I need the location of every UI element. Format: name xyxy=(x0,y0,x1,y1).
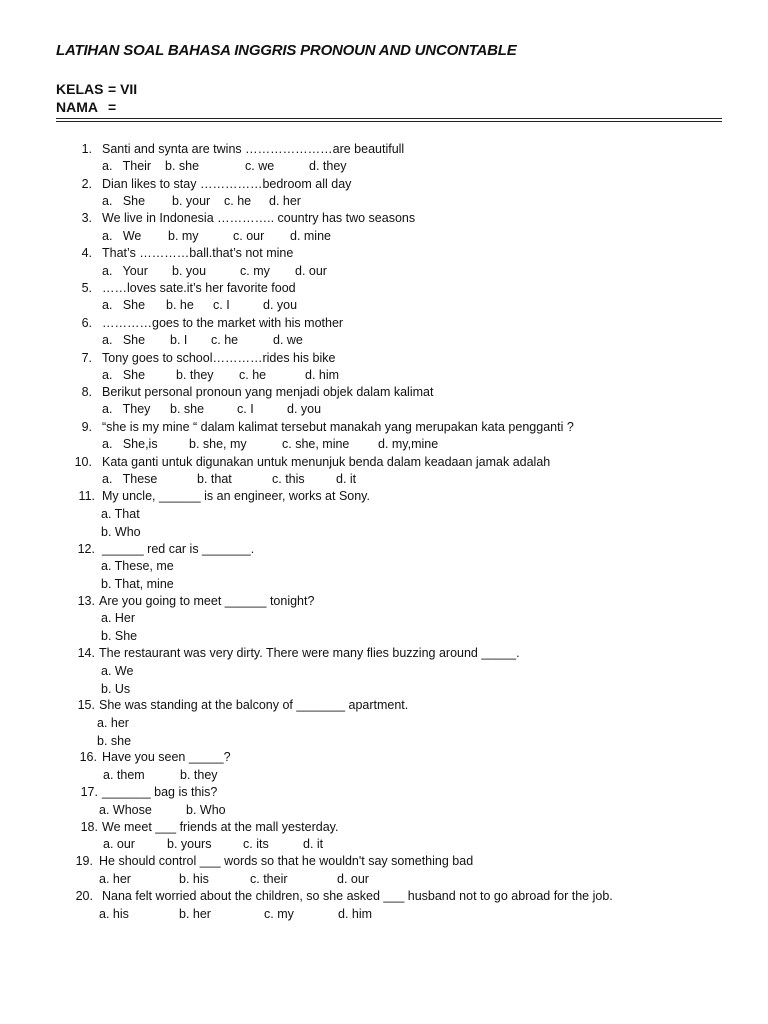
nama-row xyxy=(56,99,116,115)
answer-option: c. he xyxy=(239,368,267,382)
question-number: 6. xyxy=(81,316,92,330)
answer-option: a. We xyxy=(101,664,134,678)
answer-option: d. you xyxy=(263,298,298,312)
answer-option: b. I xyxy=(170,333,188,347)
answer-option: a. She xyxy=(102,333,146,347)
answer-option: c. he xyxy=(211,333,239,347)
answer-option: d. our xyxy=(337,872,369,886)
answer-option: b. she xyxy=(97,734,132,748)
answer-option: b. yours xyxy=(167,837,212,851)
answer-option: a. our xyxy=(103,837,135,851)
kelas-row xyxy=(56,81,137,97)
page-title: LATIHAN SOAL BAHASA INGGRIS PRONOUN AND UNCONTABLE xyxy=(56,42,517,59)
answer-option: a. These xyxy=(102,472,158,486)
question-number: 17. xyxy=(80,785,98,799)
question-number: 8. xyxy=(81,385,92,399)
answer-option: b. Who xyxy=(101,525,141,539)
answer-option: a. Whose xyxy=(99,803,152,817)
question-text: Berikut personal pronoun yang menjadi objek dalam kalimat xyxy=(102,385,434,399)
question-number: 1. xyxy=(81,142,92,156)
answer-option: c. its xyxy=(243,837,269,851)
question-text: Kata ganti untuk digunakan untuk menunjuk benda dalam keadaan jamak adalah xyxy=(102,455,551,469)
answer-option: b. they xyxy=(176,368,214,382)
answer-option: b. That, mine xyxy=(101,577,174,591)
answer-option: b. she xyxy=(165,159,200,173)
answer-option: b. she xyxy=(170,402,205,416)
answer-option: d. him xyxy=(338,907,373,921)
answer-option: a. Her xyxy=(101,611,136,625)
answer-option: c. I xyxy=(213,298,230,312)
question-text: “she is my mine “ dalam kalimat tersebut manakah yang merupakan kata pengganti ? xyxy=(102,420,574,434)
answer-option: b. her xyxy=(179,907,211,921)
answer-option: b. you xyxy=(172,264,207,278)
answer-option: a. She xyxy=(102,298,146,312)
answer-option: c. I xyxy=(237,402,254,416)
question-number: 16. xyxy=(79,750,97,764)
answer-option: d. they xyxy=(309,159,347,173)
answer-option: a. her xyxy=(97,716,129,730)
answer-option: a. She xyxy=(102,194,146,208)
answer-option: b. Us xyxy=(101,682,131,696)
question-text: We meet ___ friends at the mall yesterday. xyxy=(102,820,339,834)
question-number: 14. xyxy=(77,646,95,660)
question-text: We live in Indonesia ………….. country has two seasons xyxy=(102,211,416,225)
answer-option: b. he xyxy=(166,298,194,312)
question-text: …………goes to the market with his mother xyxy=(102,316,344,330)
answer-option: b. she, my xyxy=(189,437,247,451)
question-text: The restaurant was very dirty. There were many flies buzzing around _____. xyxy=(99,646,520,660)
answer-option: a. These, me xyxy=(101,559,174,573)
answer-option: c. she, mine xyxy=(282,437,350,451)
answer-option: a. Your xyxy=(102,264,148,278)
question-number: 2. xyxy=(81,177,92,191)
answer-option: a. That xyxy=(101,507,140,521)
answer-option: c. my xyxy=(240,264,270,278)
question-number: 19. xyxy=(75,854,93,868)
question-text: Dian likes to stay ……………bedroom all day xyxy=(102,177,352,191)
question-number: 9. xyxy=(81,420,92,434)
answer-option: b. Who xyxy=(186,803,226,817)
question-number: 10. xyxy=(74,455,92,469)
answer-option: b. his xyxy=(179,872,209,886)
answer-option: a. them xyxy=(103,768,145,782)
question-text: ______ red car is _______. xyxy=(102,542,255,556)
answer-option: c. their xyxy=(250,872,288,886)
kelas-value: = VII xyxy=(108,81,138,97)
question-text: Santi and synta are twins …………………are beautifull xyxy=(102,142,405,156)
answer-option: a. Their xyxy=(102,159,152,173)
answer-option: d. you xyxy=(287,402,322,416)
kelas-label: KELAS xyxy=(56,81,104,97)
answer-option: c. we xyxy=(245,159,275,173)
answer-option: a. She xyxy=(102,368,146,382)
answer-option: a. her xyxy=(99,872,131,886)
answer-option: d. her xyxy=(269,194,301,208)
question-number: 11. xyxy=(78,489,95,503)
question-number: 15. xyxy=(77,698,95,712)
header-divider-top xyxy=(56,118,722,119)
answer-option: a. They xyxy=(102,402,151,416)
answer-option: b. they xyxy=(180,768,218,782)
question-text: Are you going to meet ______ tonight? xyxy=(99,594,315,608)
answer-option: d. my,mine xyxy=(378,437,439,451)
question-number: 5. xyxy=(81,281,92,295)
question-number: 20. xyxy=(75,889,93,903)
answer-option: d. it xyxy=(336,472,357,486)
question-text: He should control ___ words so that he wouldn't say something bad xyxy=(99,854,474,868)
answer-option: d. we xyxy=(273,333,303,347)
question-text: _______ bag is this? xyxy=(102,785,218,799)
answer-option: d. mine xyxy=(290,229,331,243)
question-number: 12. xyxy=(77,542,95,556)
nama-label: NAMA xyxy=(56,99,98,115)
question-text: She was standing at the balcony of _______ apartment. xyxy=(99,698,409,712)
question-text: Nana felt worried about the children, so she asked ___ husband not to go abroad for the job. xyxy=(102,889,613,903)
question-text: Tony goes to school…………rides his bike xyxy=(102,351,336,365)
header-divider-bottom xyxy=(56,121,722,122)
answer-option: b. my xyxy=(168,229,199,243)
answer-option: a. We xyxy=(102,229,142,243)
answer-option: d. it xyxy=(303,837,324,851)
question-number: 7. xyxy=(81,351,92,365)
answer-option: c. my xyxy=(264,907,294,921)
question-text: My uncle, ______ is an engineer, works at Sony. xyxy=(102,489,370,503)
question-number: 3. xyxy=(81,211,92,225)
question-number: 4. xyxy=(81,246,92,260)
answer-option: b. that xyxy=(197,472,232,486)
question-text: ……loves sate.it’s her favorite food xyxy=(102,281,296,295)
nama-value: = xyxy=(108,99,117,115)
answer-option: b. your xyxy=(172,194,211,208)
answer-option: a. She,is xyxy=(102,437,158,451)
question-number: 13. xyxy=(77,594,95,608)
answer-option: d. him xyxy=(305,368,340,382)
answer-option: c. he xyxy=(224,194,252,208)
answer-option: a. his xyxy=(99,907,129,921)
answer-option: d. our xyxy=(295,264,327,278)
question-text: That’s …………ball.that’s not mine xyxy=(102,246,294,260)
answer-option: c. this xyxy=(272,472,305,486)
answer-option: b. She xyxy=(101,629,138,643)
question-number: 18. xyxy=(80,820,98,834)
answer-option: c. our xyxy=(233,229,265,243)
question-text: Have you seen _____? xyxy=(102,750,231,764)
